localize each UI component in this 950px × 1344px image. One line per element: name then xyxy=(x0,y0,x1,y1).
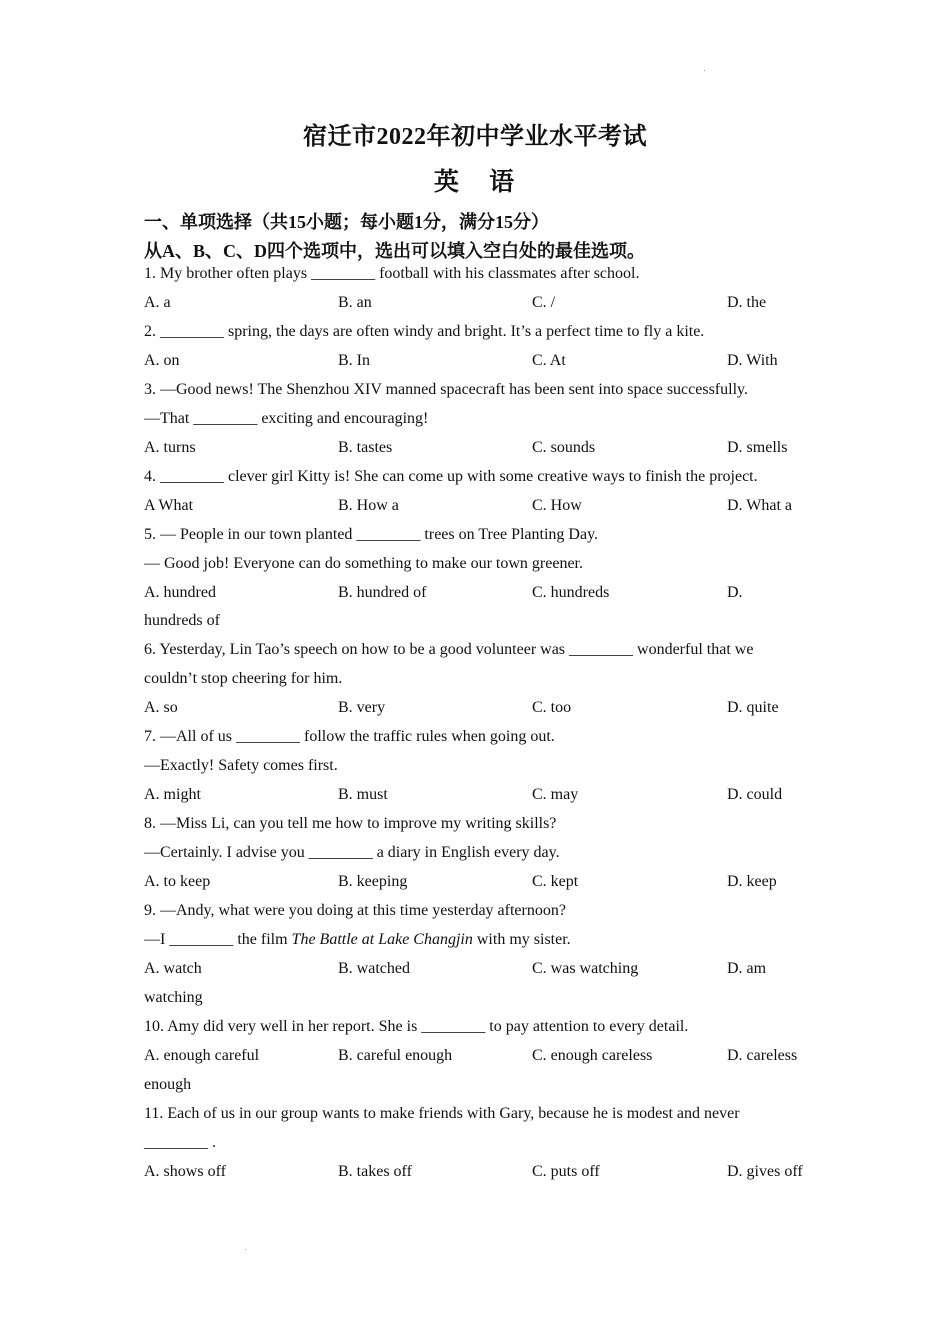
question-6-option-a: A. so xyxy=(144,699,178,716)
question-3-stem: 3. —Good news! The Shenzhou XIV manned spacecraft has been sent into space successfully. xyxy=(144,381,748,398)
question-8-option-b: B. keeping xyxy=(338,873,408,890)
question-4-option-a: A What xyxy=(144,497,194,514)
question-1-option-d: D. the xyxy=(727,294,767,311)
question-10-option-d-wrap: enough xyxy=(144,1076,192,1093)
question-1-stem: 1. My brother often plays ________ football with his classmates after school. xyxy=(144,265,640,282)
question-2-stem: 2. ________ spring, the days are often windy and bright. It’s a perfect time to fly a kite. xyxy=(144,323,705,340)
question-3-option-a: A. turns xyxy=(144,439,196,456)
subject-title: 英 语 xyxy=(433,169,527,196)
question-9-stem: 9. —Andy, what were you doing at this time yesterday afternoon? xyxy=(144,902,566,919)
question-3-option-b: B. tastes xyxy=(338,439,393,456)
question-10-stem: 10. Amy did very well in her report. She is ________ to pay attention to every detail. xyxy=(144,1018,689,1035)
question-11-option-d: D. gives off xyxy=(727,1163,803,1180)
question-3-stem-line2: —That ________ exciting and encouraging! xyxy=(144,410,429,427)
question-11-option-b: B. takes off xyxy=(338,1163,412,1180)
question-11-stem: 11. Each of us in our group wants to make friends with Gary, because he is modest and never xyxy=(144,1105,740,1122)
section-instruction: 从A、B、C、D四个选项中，选出可以填入空白处的最佳选项。 xyxy=(144,241,646,261)
question-9-option-a: A. watch xyxy=(144,960,202,977)
question-4-option-d: D. What a xyxy=(727,497,793,514)
question-8-option-a: A. to keep xyxy=(144,873,211,890)
question-2-option-a: A. on xyxy=(144,352,180,369)
question-8-option-c: C. kept xyxy=(532,873,579,890)
question-8-option-d: D. keep xyxy=(727,873,777,890)
question-5-option-b: B. hundred of xyxy=(338,584,427,601)
question-1-option-c: C. / xyxy=(532,294,556,311)
question-11-option-a: A. shows off xyxy=(144,1163,226,1180)
question-10-option-b: B. careful enough xyxy=(338,1047,453,1064)
question-10-option-a: A. enough careful xyxy=(144,1047,260,1064)
question-10-option-d: D. careless xyxy=(727,1047,798,1064)
question-9-stem-line2 xyxy=(144,931,571,949)
question-7-option-b: B. must xyxy=(338,786,388,803)
question-6-stem-line2: couldn’t stop cheering for him. xyxy=(144,670,343,687)
question-1-option-a: A. a xyxy=(144,294,171,311)
question-6-option-c: C. too xyxy=(532,699,572,716)
question-4-option-c: C. How xyxy=(532,497,582,514)
question-9-line2-pre: —I ________ the film xyxy=(144,931,292,948)
question-6-stem: 6. Yesterday, Lin Tao’s speech on how to be a good volunteer was ________ wonderful that we xyxy=(144,641,754,658)
question-9-option-d-wrap: watching xyxy=(144,989,203,1006)
question-5-stem-line2: — Good job! Everyone can do something to make our town greener. xyxy=(144,555,583,572)
question-4-option-b: B. How a xyxy=(338,497,399,514)
question-4-stem: 4. ________ clever girl Kitty is! She can come up with some creative ways to finish the project. xyxy=(144,468,758,485)
question-2-option-c: C. At xyxy=(532,352,566,369)
question-5-stem: 5. — People in our town planted ________ trees on Tree Planting Day. xyxy=(144,526,599,543)
question-6-option-d: D. quite xyxy=(727,699,779,716)
question-11-option-c: C. puts off xyxy=(532,1163,600,1180)
question-9-option-b: B. watched xyxy=(338,960,410,977)
question-1-option-b: B. an xyxy=(338,294,372,311)
question-2-option-b: B. In xyxy=(338,352,370,369)
question-10-option-c: C. enough careless xyxy=(532,1047,653,1064)
question-5-option-a: A. hundred xyxy=(144,584,216,601)
question-11-stem-line2: ________ . xyxy=(144,1134,216,1151)
question-9-line2-post: with my sister. xyxy=(472,931,571,948)
question-7-stem-line2: —Exactly! Safety comes first. xyxy=(144,757,338,774)
section-heading: 一、单项选择（共15小题；每小题1分，满分15分） xyxy=(144,212,549,232)
question-9-option-c: C. was watching xyxy=(532,960,639,977)
question-8-stem-line2: —Certainly. I advise you ________ a diary in English every day. xyxy=(144,844,560,861)
question-2-option-d: D. With xyxy=(727,352,778,369)
question-7-option-c: C. may xyxy=(532,786,579,803)
speck-mark xyxy=(704,70,705,71)
question-3-option-d: D. smells xyxy=(727,439,788,456)
question-8-stem: 8. —Miss Li, can you tell me how to improve my writing skills? xyxy=(144,815,557,832)
question-7-option-d: D. could xyxy=(727,786,783,803)
speck-mark xyxy=(245,1249,246,1250)
question-9-option-d: D. am xyxy=(727,960,767,977)
question-3-option-c: C. sounds xyxy=(532,439,596,456)
question-5-option-d-wrap: hundreds of xyxy=(144,612,220,629)
film-title: The Battle at Lake Changjin xyxy=(291,931,473,948)
question-6-option-b: B. very xyxy=(338,699,386,716)
question-5-option-c: C. hundreds xyxy=(532,584,610,601)
question-7-stem: 7. —All of us ________ follow the traffic rules when going out. xyxy=(144,728,555,745)
exam-title: 宿迁市2022年初中学业水平考试 xyxy=(303,124,647,150)
question-5-option-d: D. xyxy=(727,584,743,601)
question-7-option-a: A. might xyxy=(144,786,201,803)
